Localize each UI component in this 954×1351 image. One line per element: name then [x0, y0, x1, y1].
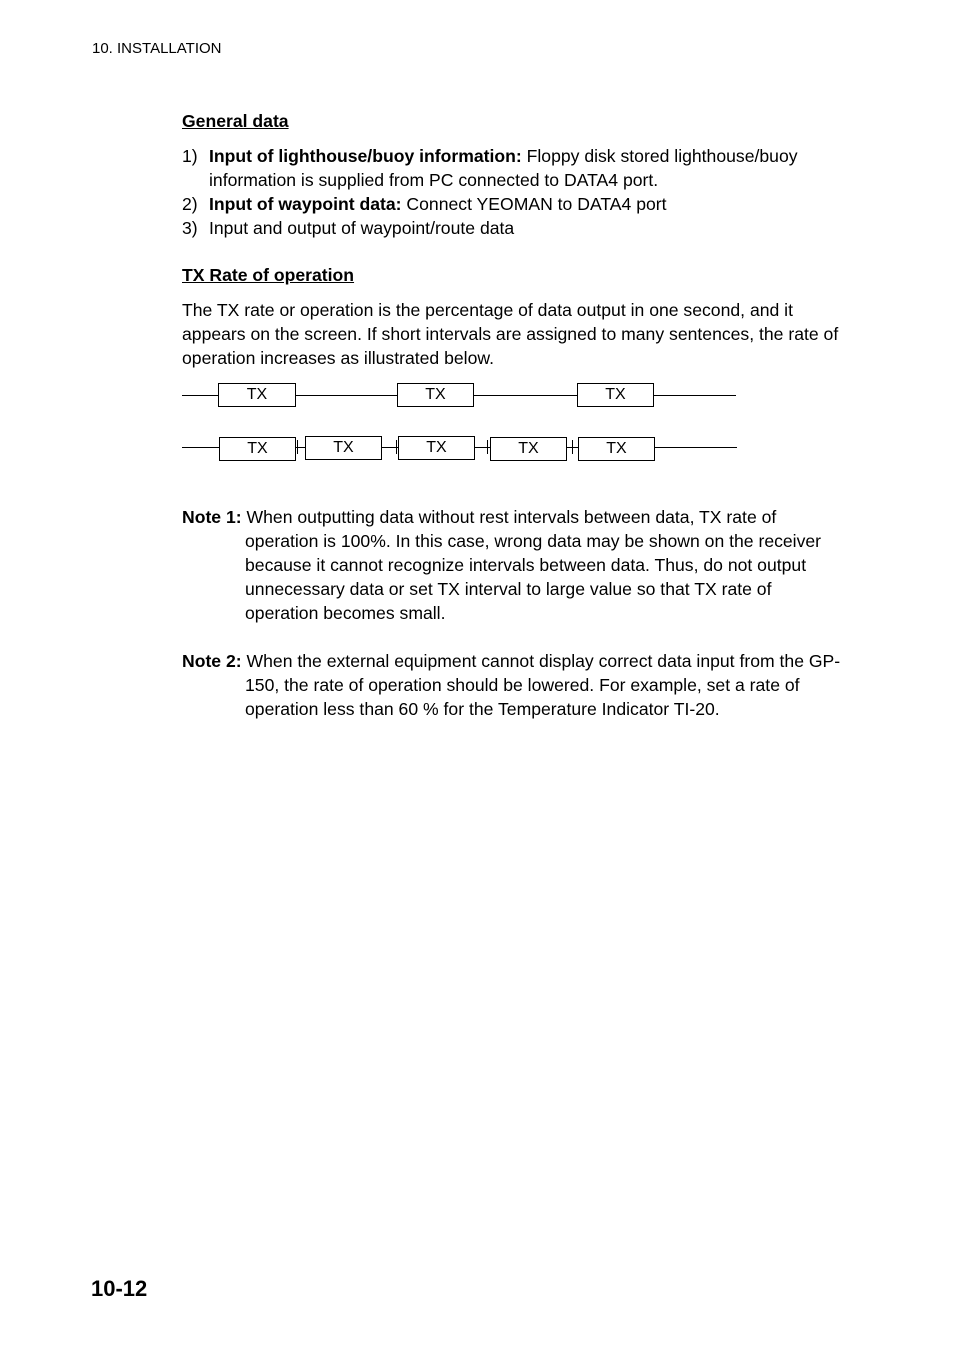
- timing-tick: [396, 440, 397, 454]
- tx-block: TX: [305, 436, 382, 460]
- list-item: [182, 192, 844, 216]
- tx-rate-paragraph: The TX rate or operation is the percentage of data output in one second, and it appears on the screen. If short intervals are assigned to many sentences, the rate of operation increases as illustrated below.: [182, 300, 839, 368]
- note-label: Note 2:: [182, 651, 247, 671]
- list-item-number: 1): [182, 146, 198, 166]
- tx-block: TX: [490, 437, 567, 461]
- tx-block: TX: [397, 383, 474, 407]
- timing-tick: [487, 440, 488, 454]
- note-2: [182, 649, 844, 721]
- running-header: 10. INSTALLATION: [92, 40, 222, 57]
- list-item: [182, 144, 844, 192]
- tx-block: TX: [218, 383, 296, 407]
- list-item-number: 3): [182, 218, 198, 238]
- tx-block: TX: [578, 437, 655, 461]
- tx-rate-heading: TX Rate of operation: [182, 265, 355, 285]
- list-item-text: Connect YEOMAN to DATA4 port: [401, 194, 667, 214]
- note-label: Note 1:: [182, 507, 247, 527]
- list-item-bold: Input of waypoint data:: [209, 194, 402, 214]
- list-item-number: 2): [182, 194, 198, 214]
- list-item-text: Input and output of waypoint/route data: [209, 218, 515, 238]
- page-content: [182, 110, 844, 721]
- timing-tick: [572, 440, 573, 454]
- tx-timing-diagram: [182, 375, 742, 485]
- general-data-list: [182, 144, 844, 240]
- note-1: [182, 505, 844, 625]
- general-data-heading: General data: [182, 111, 289, 131]
- page-number: 10-12: [91, 1276, 148, 1301]
- note-text: When outputting data without rest intervals between data, TX rate of operation is 100%. In this case, wrong data may be shown on the receiver because it cannot recognize intervals between data. Thus, do not output unnecessary data or set TX interval to large value so that TX rate of operation becomes small.: [245, 507, 822, 623]
- list-item: [182, 216, 844, 240]
- timing-tick: [297, 440, 298, 454]
- tx-block: TX: [577, 383, 654, 407]
- note-text: When the external equipment cannot display correct data input from the GP-150, the rate of operation should be lowered. For example, set a rate of operation less than 60 % for the Temperature Indicator TI-20.: [245, 651, 841, 719]
- list-item-text: Floppy disk stored lighthouse/buoy information is supplied from PC connected to DATA4 port.: [209, 146, 798, 190]
- tx-block: TX: [219, 437, 296, 461]
- tx-block: TX: [398, 436, 475, 460]
- list-item-bold: Input of lighthouse/buoy information:: [209, 146, 522, 166]
